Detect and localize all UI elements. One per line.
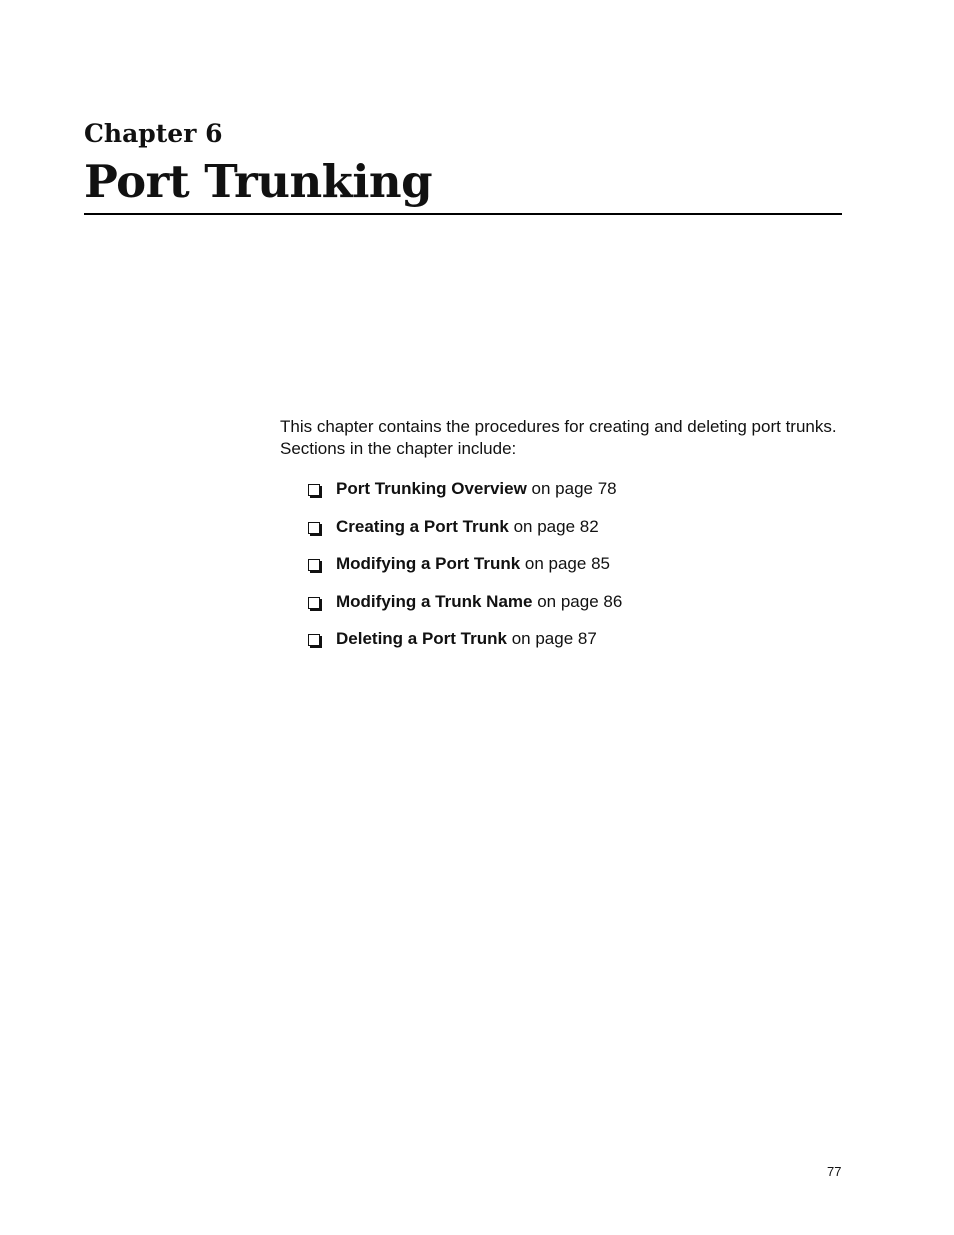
checkbox-bullet-icon — [308, 634, 320, 646]
chapter-title: Port Trunking — [84, 155, 433, 208]
section-list-item[interactable] — [308, 516, 622, 538]
checkbox-bullet-icon — [308, 484, 320, 496]
section-link[interactable]: Port Trunking Overview — [336, 479, 527, 498]
section-page-reference: on page 82 — [508, 516, 599, 536]
section-page-reference: on page 85 — [520, 554, 610, 573]
section-link[interactable]: Creating a Port Trunk — [336, 516, 509, 536]
section-page-reference: on page 86 — [532, 591, 623, 611]
checkbox-bullet-icon — [308, 559, 320, 571]
section-page-reference: on page 87 — [506, 629, 597, 648]
section-list-item[interactable] — [308, 553, 622, 575]
section-list — [308, 478, 622, 666]
section-page-reference: on page 78 — [526, 479, 617, 498]
title-rule — [84, 213, 842, 215]
page-number: 77 — [827, 1164, 842, 1179]
section-list-item[interactable] — [308, 478, 622, 500]
section-link[interactable]: Modifying a Trunk Name — [336, 591, 533, 611]
intro-paragraph: This chapter contains the procedures for creating and deleting port trunks. Sections in the chapter include: — [280, 417, 837, 458]
section-list-item[interactable] — [308, 591, 622, 613]
checkbox-bullet-icon — [308, 597, 320, 609]
section-link[interactable]: Deleting a Port Trunk — [336, 629, 507, 648]
checkbox-bullet-icon — [308, 522, 320, 534]
chapter-label: Chapter 6 — [84, 119, 223, 148]
section-link[interactable]: Modifying a Port Trunk — [336, 554, 521, 573]
section-list-item[interactable] — [308, 628, 622, 650]
